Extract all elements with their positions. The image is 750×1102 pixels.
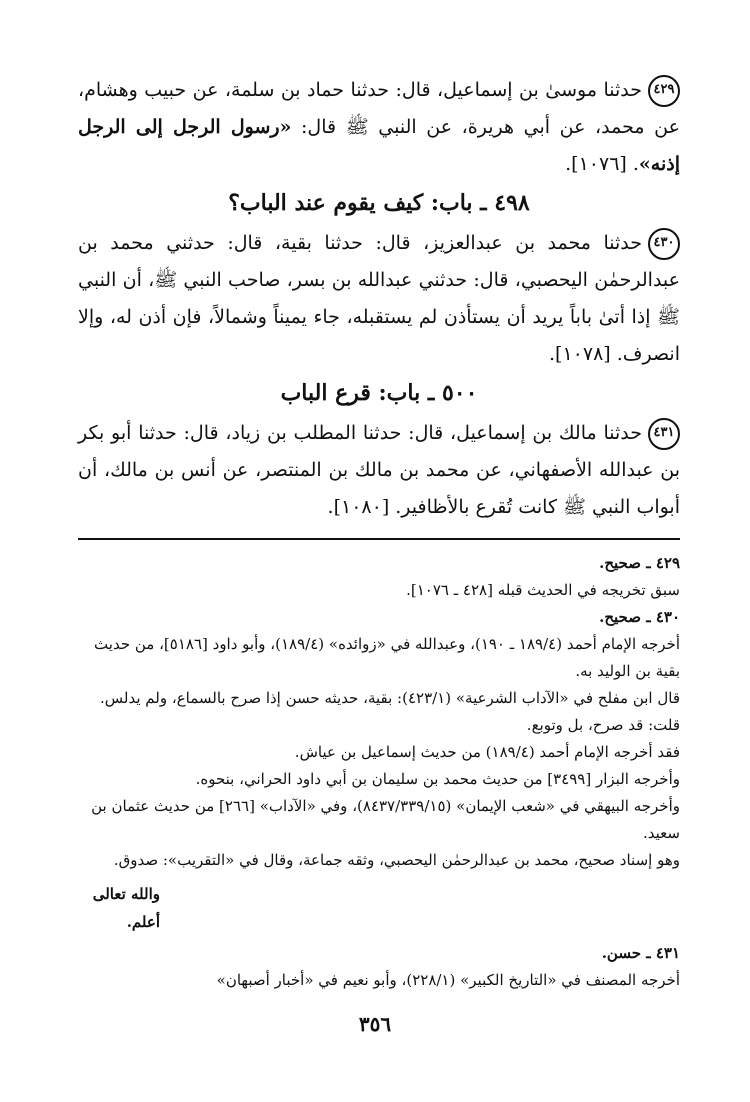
- hadith-number-badge: ٤٣١: [648, 418, 680, 450]
- hadith-number-badge: ٤٢٩: [648, 75, 680, 107]
- footnotes: [78, 550, 680, 994]
- footnote-heading: ٤٢٩ ـ صحيح.: [599, 554, 680, 572]
- footnote-line: أخرجه الإمام أحمد (١٨٩/٤ ـ ١٩٠)، وعبدالله في «زوائده» (١٨٩/٤)، وأبو داود [٥١٨٦]، من حديث بقية بن الوليد به.: [94, 635, 680, 680]
- chapter-heading: ٥٠٠ ـ باب: قرع الباب: [280, 380, 478, 406]
- footnote-heading: ٤٣٠ ـ صحيح.: [599, 608, 680, 626]
- hadith-429: [78, 72, 680, 183]
- hadith-quote: «رسول الرجل إلى الرجل إذنه»: [78, 116, 680, 175]
- footnote-line: فقد أخرجه الإمام أحمد (١٨٩/٤) من حديث إسماعيل بن عياش.: [294, 743, 680, 761]
- closing-phrase: والله تعالى أعلم.: [92, 885, 160, 931]
- hadith-number-badge: ٤٣٠: [648, 228, 680, 260]
- footnote-line: سبق تخريجه في الحديث قبله [٤٢٨ ـ ١٠٧٦].: [406, 581, 680, 599]
- footnote-line: قلت: قد صرح، بل وتوبع.: [526, 716, 680, 734]
- hadith-text: حدثنا موسىٰ بن إسماعيل، قال: حدثنا حماد بن سلمة، عن حبيب وهشام، عن محمد، عن أبي هريرة، عن النبي ﷺ قال:: [78, 79, 680, 138]
- hadith-431: [78, 415, 680, 526]
- footnote-line: وهو إسناد صحيح، محمد بن عبدالرحمٰن اليحصبي، وثقه جماعة، وقال في «التقريب»: صدوق.: [113, 851, 680, 869]
- footnote-line: وأخرجه البيهقي في «شعب الإيمان» (٨٤٣٧/٣٣٩/١٥)، وفي «الآداب» [٢٦٦] من حديث عثمان بن سعيد.: [91, 797, 680, 842]
- chapter-heading: ٤٩٨ ـ باب: كيف يقوم عند الباب؟: [228, 190, 530, 216]
- hadith-ref: . [١٠٧٦].: [565, 153, 639, 175]
- hadith-430: [78, 225, 680, 373]
- footnote-divider: [78, 538, 680, 540]
- hadith-text: حدثنا محمد بن عبدالعزيز، قال: حدثنا بقية، قال: حدثني محمد بن عبدالرحمٰن اليحصبي، قال: حدثني عبدالله بن بسر، صاحب النبي ﷺ، أن النبي ﷺ إذا أتىٰ باباً يريد أن يستأذن لم يستقبله، جاء يميناً وشمالاً، فإن أذن له، وإلا انصرف. [١٠٧٨].: [78, 232, 680, 365]
- footnote-line: أخرجه المصنف في «التاريخ الكبير» (٢٢٨/١)، وأبو نعيم في «أخبار أصبهان»: [216, 971, 680, 989]
- page-body: [78, 72, 680, 994]
- footnote-line: وأخرجه البزار [٣٤٩٩] من حديث محمد بن سليمان بن أبي داود الحراني، بنحوه.: [195, 770, 680, 788]
- footnote-line: قال ابن مفلح في «الآداب الشرعية» (٤٢٣/١): بقية، حديثه حسن إذا صرح بالسماع، ولم يدلس.: [100, 689, 680, 707]
- hadith-text: حدثنا مالك بن إسماعيل، قال: حدثنا المطلب بن زياد، قال: حدثنا أبو بكر بن عبدالله الأصفهاني، عن محمد بن مالك بن المنتصر، عن أنس بن مالك، أن أبواب النبي ﷺ كانت تُقرع بالأظافير. [١٠٨٠].: [78, 422, 680, 518]
- footnote-heading: ٤٣١ ـ حسن.: [601, 944, 680, 962]
- page-number: ٣٥٦: [358, 1012, 392, 1036]
